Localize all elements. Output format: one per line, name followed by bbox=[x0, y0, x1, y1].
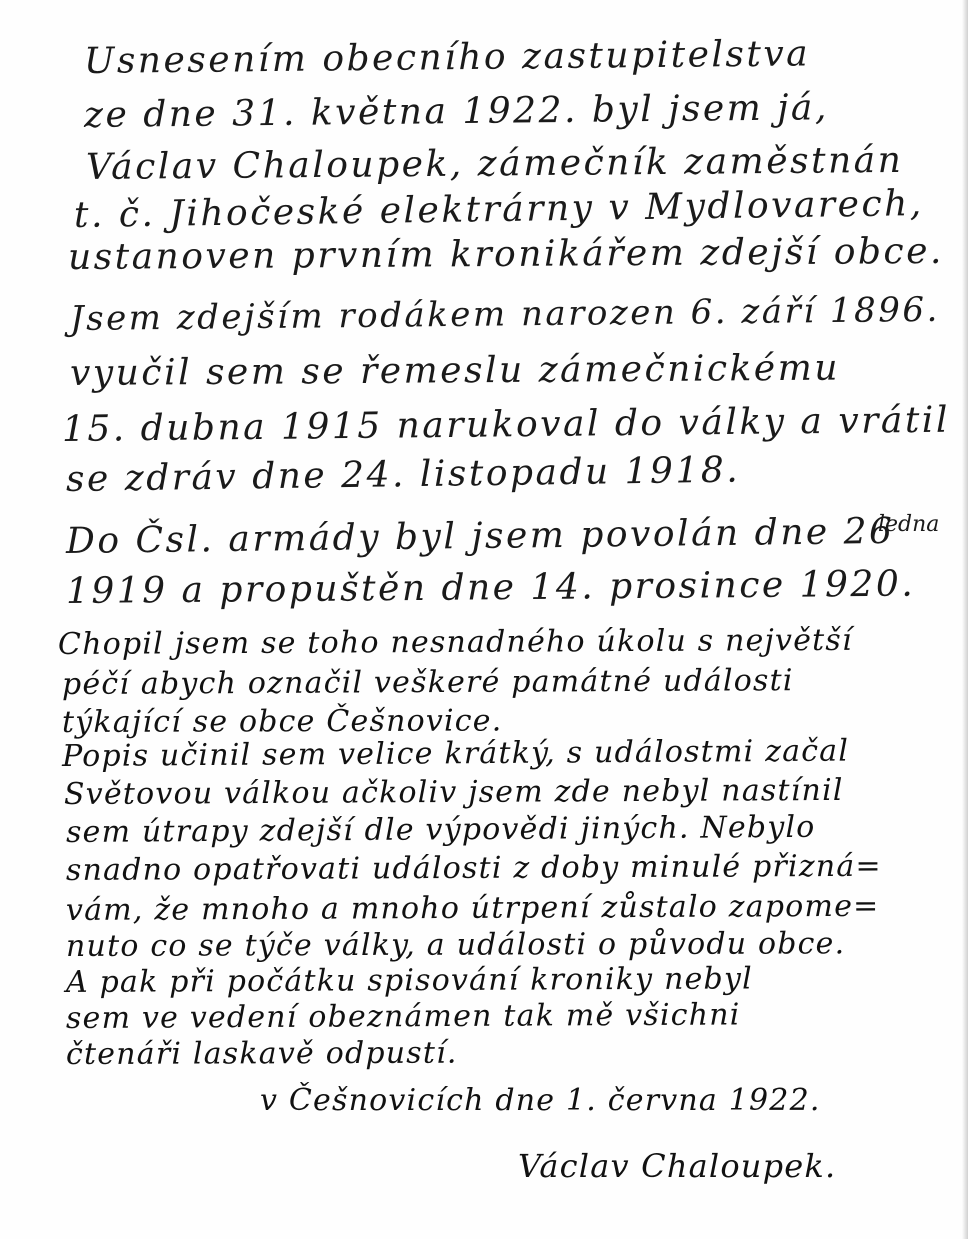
text-line: ze dne 31. května 1922. byl jsem já, bbox=[83, 87, 830, 136]
text-line: Václav Chaloupek, zámečník zaměstnán bbox=[85, 139, 904, 188]
text-line: Popis učinil sem velice krátký, s událostmi začal bbox=[61, 733, 850, 774]
text-line: vyučil sem se řemeslu zámečnickému bbox=[69, 347, 841, 394]
text-line: 1919 a propuštěn dne 14. prosince 1920. bbox=[65, 563, 916, 612]
text-line: A pak při počátku spisování kroniky nebyl bbox=[65, 961, 753, 1000]
text-line: Do Čsl. armády byl jsem povolán dne 26 bbox=[65, 510, 895, 562]
text-line: týkající se obce Češnovice. bbox=[61, 703, 503, 740]
superscript-text: ledna bbox=[878, 512, 940, 537]
text-line: nuto co se týče války, a události o původu obce. bbox=[65, 926, 846, 964]
text-line: Usnesením obecního zastupitelstva bbox=[83, 33, 811, 82]
text-line: t. č. Jihočeské elektrárny v Mydlovarech, bbox=[73, 183, 924, 236]
text-line: Chopil jsem se toho nesnadného úkolu s největší bbox=[57, 622, 853, 662]
text-line: vám, že mnoho a mnoho útrpení zůstalo zapome= bbox=[65, 888, 880, 928]
text-line: Světovou válkou ačkoliv jsem zde nebyl nastínil bbox=[63, 772, 844, 812]
page-edge-shadow bbox=[962, 0, 968, 1239]
place-and-date: v Češnovicích dne 1. června 1922. bbox=[260, 1083, 821, 1118]
text-line: sem útrapy zdejší dle výpovědi jiných. Nebylo bbox=[65, 809, 816, 850]
text-line: čtenáři laskavě odpustí. bbox=[65, 1035, 458, 1072]
text-line: snadno opatřovati události z doby minulé přizná= bbox=[65, 848, 882, 888]
text-line: se zdráv dne 24. listopadu 1918. bbox=[65, 449, 741, 500]
text-line: ustanoven prvním kronikářem zdejší obce. bbox=[67, 230, 945, 278]
text-line: Jsem zdejším rodákem narozen 6. září 1896. bbox=[69, 289, 940, 339]
text-line: sem ve vedení obeznámen tak mě všichni bbox=[65, 997, 741, 1036]
text-line: 15. dubna 1915 narukoval do války a vrátil bbox=[61, 399, 951, 450]
signature: Václav Chaloupek. bbox=[518, 1147, 837, 1185]
text-line: péčí abych označil veškeré památné události bbox=[61, 663, 794, 702]
